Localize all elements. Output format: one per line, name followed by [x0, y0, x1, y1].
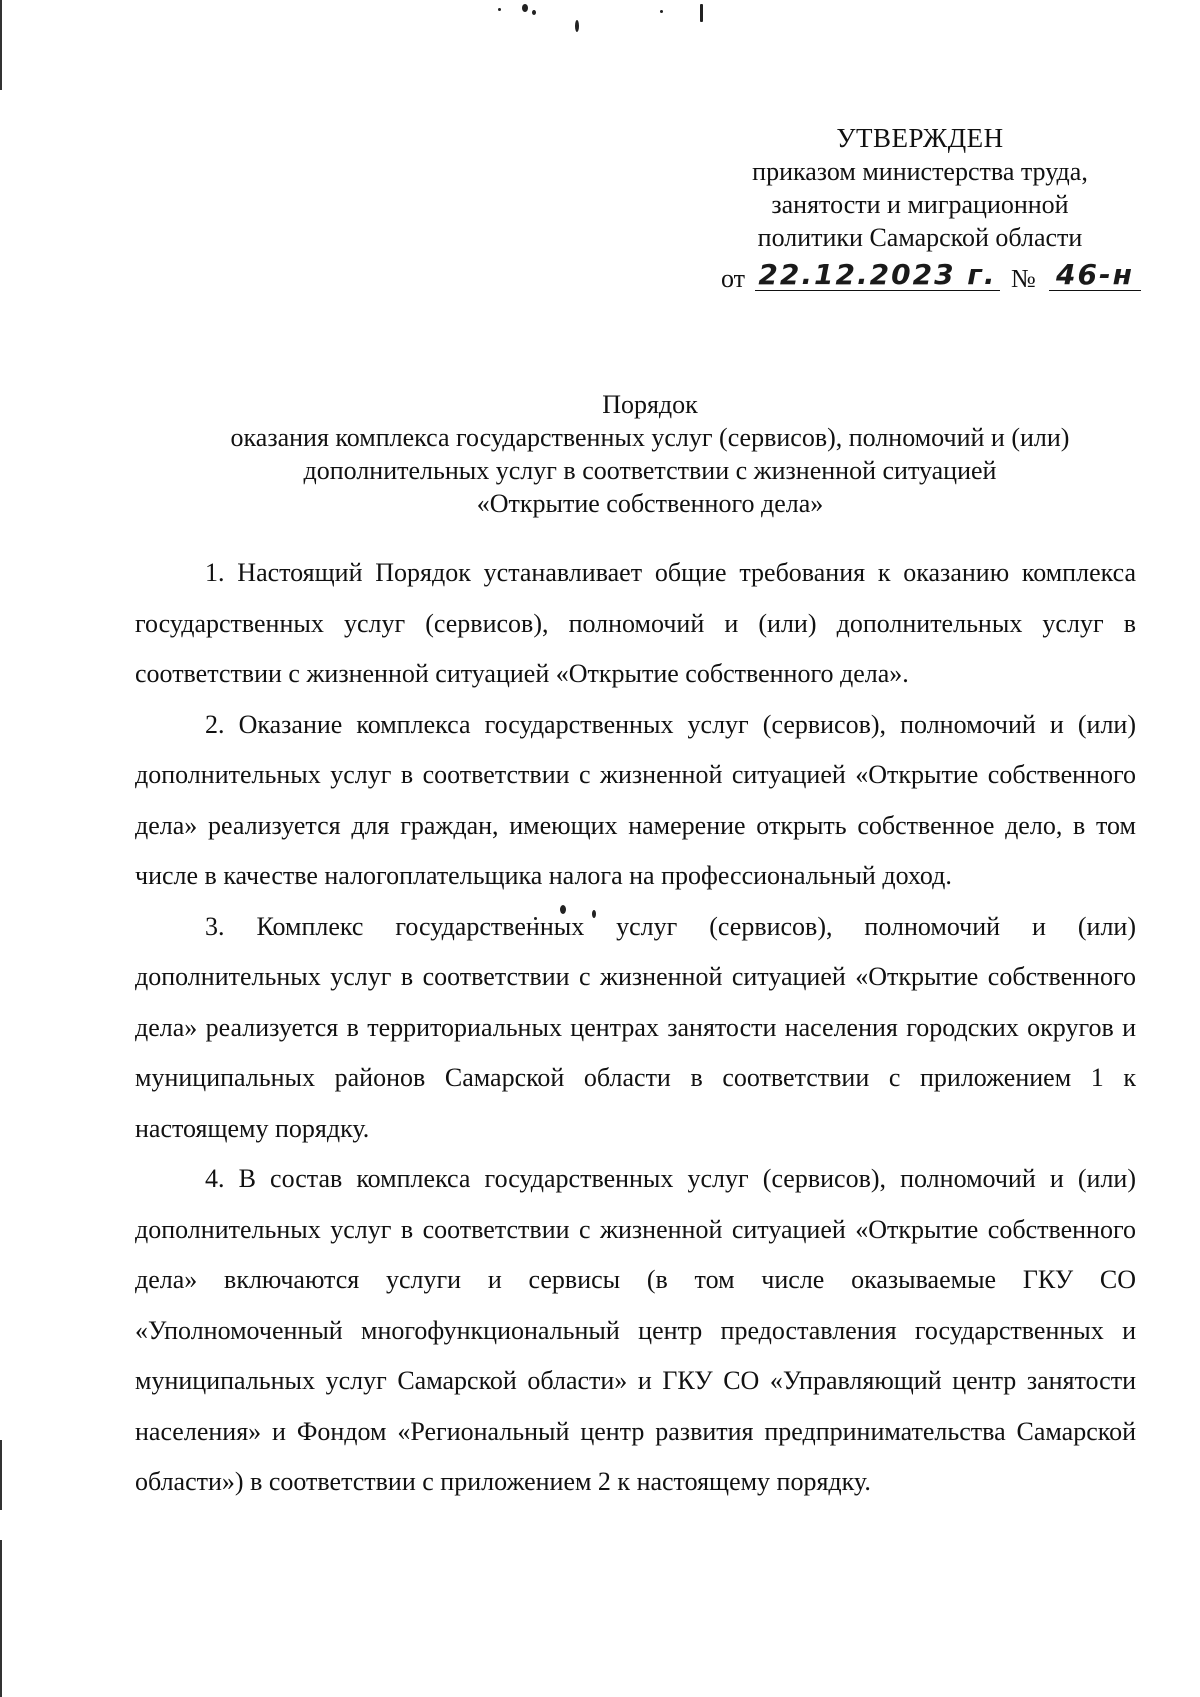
document-body — [135, 548, 1136, 1508]
approval-line: политики Самарской области — [757, 223, 1083, 252]
order-date-number-line — [721, 258, 1141, 298]
document-title — [100, 388, 1200, 520]
title-line: Порядок — [602, 390, 698, 419]
scan-edge-mark — [0, 1540, 2, 1697]
paragraph-4: 4. В состав комплекса государственных услуг (сервисов), полномочий и (или) дополнительных услуг в соответствии с жизненной ситуацией «Открытие собственного дела» включаются услуги и сервисы (в том числе оказываемые ГКУ СО «Уполномоченный многофункциональный центр предоставления государственных и муниципальных услуг Самарской области» и ГКУ СО «Управляющий центр занятости населения» и Фондом «Региональный центр развития предпринимательства Самарской области») в соответствии с приложением 2 к настоящему порядку. — [135, 1164, 1136, 1496]
scan-speck — [700, 4, 703, 22]
date-prefix: от — [721, 264, 746, 293]
scan-edge-mark — [0, 1440, 2, 1510]
number-prefix: № — [1011, 264, 1036, 293]
approval-heading: УТВЕРЖДЕН — [836, 123, 1004, 153]
title-line: оказания комплекса государственных услуг (сервисов), полномочий и (или) — [230, 423, 1070, 452]
approval-block — [700, 122, 1140, 254]
scan-speck — [575, 20, 579, 32]
paragraph-1: 1. Настоящий Порядок устанавливает общие требования к оказанию комплекса государственных услуг (сервисов), полномочий и (или) дополнительных услуг в соответствии с жизненной ситуацией «Открытие собственного дела». — [135, 558, 1136, 688]
title-line: дополнительных услуг в соответствии с жизненной ситуацией — [303, 456, 997, 485]
scan-speck — [532, 10, 536, 15]
title-line: «Открытие собственного дела» — [476, 489, 824, 518]
approval-line: занятости и миграционной — [771, 190, 1069, 219]
approval-line: приказом министерства труда, — [752, 157, 1088, 186]
handwritten-date: 22.12.2023 г. — [755, 258, 1000, 291]
paragraph-3: 3. Комплекс государственных услуг (сервисов), полномочий и (или) дополнительных услуг в соответствии с жизненной ситуацией «Открытие собственного дела» реализуется в территориальных центрах занятости населения городских округов и муниципальных районов Самарской области в соответствии с приложением 1 к настоящему порядку. — [135, 911, 1136, 1143]
paragraph-2: 2. Оказание комплекса государственных услуг (сервисов), полномочий и (или) дополнительных услуг в соответствии с жизненной ситуацией «Открытие собственного дела» реализуется для граждан, имеющих намерение открыть собственное дело, в том числе в качестве налогоплательщика налога на профессиональный доход. — [135, 709, 1136, 890]
handwritten-number: 46-н — [1049, 258, 1141, 291]
scan-speck — [498, 8, 501, 11]
scan-edge-mark — [0, 0, 2, 90]
scan-speck — [660, 10, 663, 13]
scan-speck — [522, 4, 528, 12]
